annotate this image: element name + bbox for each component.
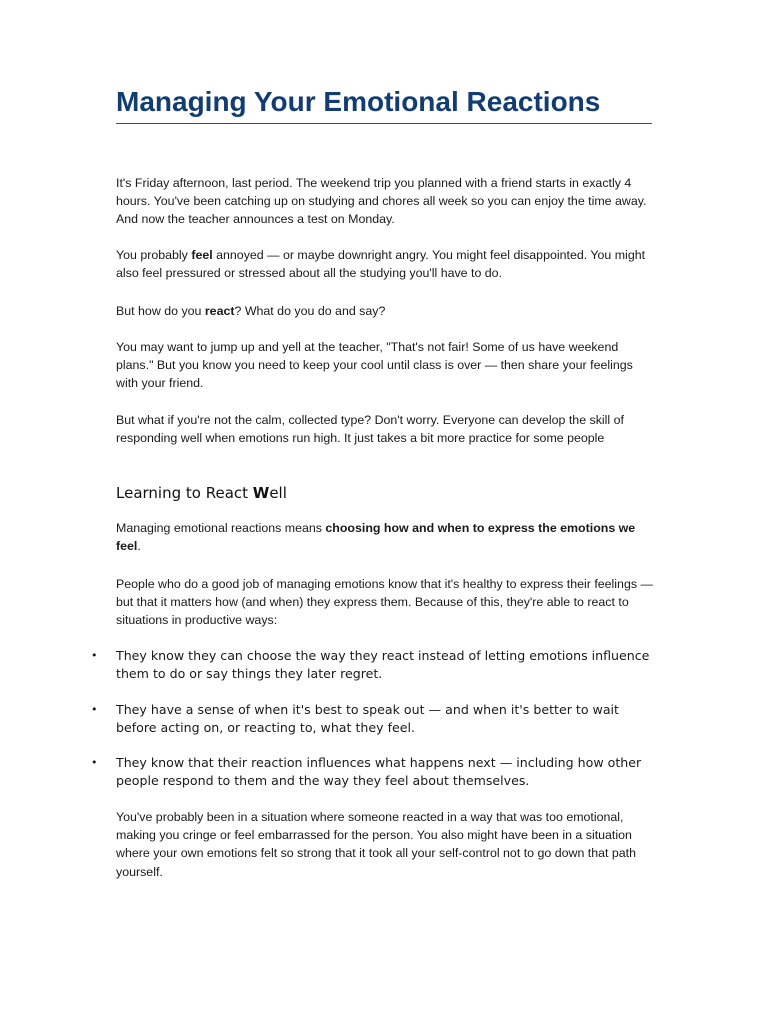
section-heading-part-1: Learning to React	[116, 484, 253, 502]
list-item-text: They know that their reaction influences what happens next — including how other people respond to them and the way they feel about themselves.	[116, 755, 642, 788]
closing-paragraph: You've probably been in a situation where someone reacted in a way that was too emotional, making you cringe or feel embarrassed for the person. You also might have been in a situation where your own emotions felt so strong that it took all your self-control not to go down that path yourself.	[116, 810, 637, 879]
list-item	[91, 754, 656, 789]
intro-paragraph-4: You may want to jump up and yell at the teacher, "That's not fair! Some of us have weekend plans." But you know you need to keep your cool until class is over — then share your feelings with your friend.	[116, 340, 633, 391]
intro-p2-bold-feel: feel	[191, 248, 213, 262]
section-paragraph-2: People who do a good job of managing emotions know that it's healthy to express their feelings — but that it matters how (and when) they express them. Because of this, they're able to react to situations in productive ways:	[116, 577, 653, 628]
section-heading	[116, 482, 287, 504]
page-title: Managing Your Emotional Reactions	[116, 86, 601, 117]
list-item	[91, 647, 656, 682]
section-paragraph-1	[116, 519, 656, 555]
intro-paragraph-2	[116, 246, 656, 282]
section-p1-text-before: Managing emotional reactions means	[116, 521, 326, 535]
list-item	[91, 701, 656, 736]
intro-p3-bold-react: react	[204, 304, 235, 318]
list-item-text: They have a sense of when it's best to speak out — and when it's better to wait before acting on, or reacting to, what they feel.	[116, 702, 619, 735]
intro-paragraph-5: But what if you're not the calm, collected type? Don't worry. Everyone can develop the skill of responding well when emotions run high. It just takes a bit more practice for some people	[116, 413, 624, 446]
title-underline-divider	[116, 123, 652, 124]
section-p1-text-after: .	[137, 539, 141, 554]
bullet-icon: •	[91, 756, 98, 769]
bullet-icon: •	[91, 703, 98, 716]
intro-p3-text-after: ? What do you do and say?	[234, 304, 386, 318]
list-item-text: They know they can choose the way they react instead of letting emotions influence them to do or say things they later regret.	[116, 648, 650, 681]
intro-paragraph-1: It's Friday afternoon, last period. The weekend trip you planned with a friend starts in exactly 4 hours. You've been catching up on studying and chores all week so you can enjoy the time away. And now the teacher announces a test on Monday.	[116, 176, 647, 227]
intro-p3-text-before: But how do you	[116, 304, 205, 318]
section-heading-bold-letter: W	[252, 484, 270, 502]
bullet-icon: •	[91, 649, 98, 662]
intro-p2-text-before: You probably	[116, 248, 192, 262]
intro-p2-text-after: annoyed — or maybe downright angry. You might feel disappointed. You might also feel pressured or stressed about all the studying you'll have to do.	[116, 248, 646, 281]
section-heading-part-2: ell	[269, 484, 287, 502]
intro-paragraph-3	[116, 302, 656, 320]
section-p1-bold-phrase: choosing how and when to express the emotions we feel	[116, 521, 636, 554]
